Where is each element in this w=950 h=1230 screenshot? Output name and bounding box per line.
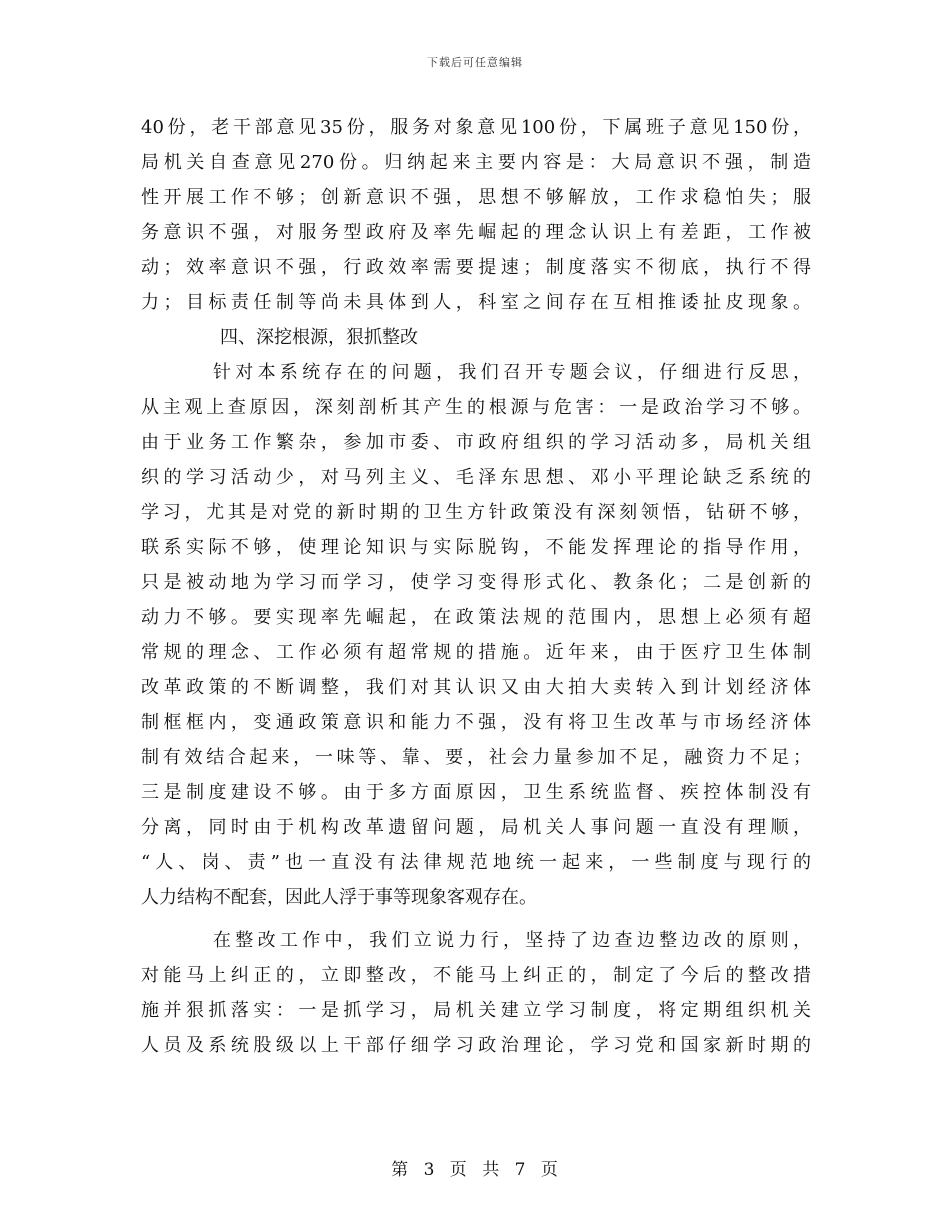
text-line: 制框框内，变通政策意识和能力不强，没有将卫生改革与市场经济体 (141, 712, 811, 733)
text-line: 制有效结合起来，一味等、靠、要，社会力量参加不足，融资力不足； (141, 747, 811, 768)
text-line: 联系实际不够，使理论知识与实际脱钩，不能发挥理论的指导作用， (141, 537, 811, 558)
text-line: 学习，尤其是对党的新时期的卫生方针政策没有深刻领悟，钻研不够， (141, 502, 811, 523)
text-line: 对能马上纠正的，立即整改，不能马上纠正的，制定了今后的整改措 (141, 965, 811, 986)
total-pages-number: 7 (514, 1160, 527, 1180)
text-line: 性开展工作不够；创新意识不强，思想不够解放，工作求稳怕失；服 (141, 187, 811, 208)
text-line: 动；效率意识不强，行政效率需要提速；制度落实不彻底，执行不得 (141, 257, 811, 278)
document-body (141, 110, 811, 1063)
text-line: 分离，同时由于机构改革遗留问题，局机关人事问题一直没有理顺， (141, 817, 811, 838)
current-page-number: 3 (423, 1160, 436, 1180)
paragraph-2 (141, 355, 811, 915)
page-header-note: 下载后可任意编辑 (427, 56, 523, 69)
text-line: 人员及系统股级以上干部仔细学习政治理论，学习党和国家新时期的 (141, 1035, 811, 1056)
text-line: 施并狠抓落实：一是抓学习，局机关建立学习制度，将定期组织机关 (141, 1000, 811, 1021)
footer-label-unit-2: 页 (540, 1160, 559, 1180)
text-line: 由于业务工作繁杂，参加市委、市政府组织的学习活动多，局机关组 (141, 432, 811, 453)
text-line: 在整改工作中，我们立说力行，坚持了边查边整边改的原则， (213, 930, 811, 951)
text-line: 针对本系统存在的问题，我们召开专题会议，仔细进行反思， (213, 362, 811, 383)
text-line: 三是制度建设不够。由于多方面原因，卫生系统监督、疾控体制没有 (141, 782, 811, 803)
paragraph-spacer (141, 915, 811, 923)
text-line: 织的学习活动少，对马列主义、毛泽东思想、邓小平理论缺乏系统的 (141, 467, 811, 488)
footer-label-total: 共 (482, 1160, 501, 1180)
text-line: 局机关自查意见270份。归纳起来主要内容是：大局意识不强，制造 (141, 152, 811, 173)
text-line: 改革政策的不断调整，我们对其认识又由大拍大卖转入到计划经济体 (141, 677, 811, 698)
text-line: 动力不够。要实现率先崛起，在政策法规的范围内，思想上必须有超 (141, 607, 811, 628)
text-line: 人力结构不配套，因此人浮于事等现象客观存在。 (141, 887, 537, 908)
text-line: 力；目标责任制等尚未具体到人，科室之间存在互相推诿扯皮现象。 (141, 292, 811, 313)
text-line: 40份，老干部意见35份，服务对象意见100份，下属班子意见150份， (141, 117, 811, 138)
page-footer (0, 1155, 950, 1180)
text-line: 常规的理念、工作必须有超常规的措施。近年来，由于医疗卫生体制 (141, 642, 811, 663)
text-line: 务意识不强，对服务型政府及率先崛起的理念认识上有差距，工作被 (141, 222, 811, 243)
footer-label-page: 第 (391, 1160, 410, 1180)
section-heading: 四、深挖根源，狠抓整改 (220, 327, 418, 348)
paragraph-3 (141, 923, 811, 1063)
text-line: 从主观上查原因，深刻剖析其产生的根源与危害：一是政治学习不够。 (141, 397, 811, 418)
text-line: 只是被动地为学习而学习，使学习变得形式化、教条化；二是创新的 (141, 572, 811, 593)
paragraph-1 (141, 110, 811, 320)
text-line: “人、岗、责”也一直没有法律规范地统一起来，一些制度与现行的 (141, 852, 811, 873)
footer-label-unit: 页 (449, 1160, 468, 1180)
